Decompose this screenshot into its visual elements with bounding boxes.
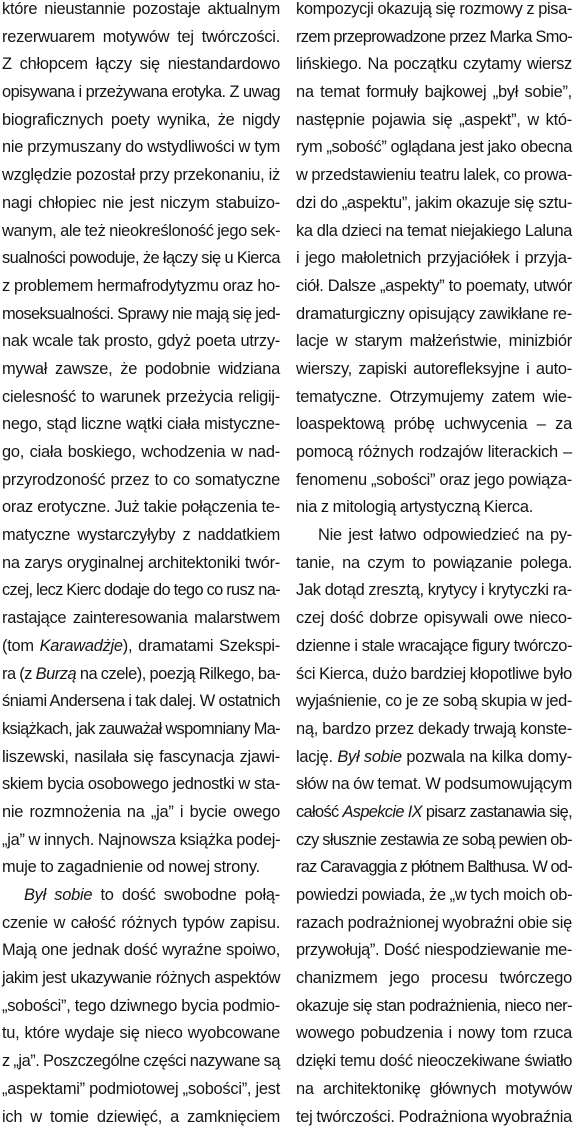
italic-title: Był sobie	[24, 886, 92, 904]
text-line	[296, 661, 572, 689]
text-segment: pozwala na kilka domy-	[402, 748, 572, 766]
text-line	[2, 356, 280, 384]
text-segment: dramaturgiczny opisujący zawikłane re-	[296, 305, 572, 323]
text-segment: „sobości”, tego dziwnego bycia podmio-	[2, 997, 280, 1015]
text-line	[2, 522, 280, 550]
text-segment: nak wcale tak prosto, gdyż poeta utrzy-	[2, 332, 280, 350]
text-segment: na zarys oryginalnej architektoniki twór-	[2, 554, 280, 572]
text-line	[296, 937, 572, 965]
text-line	[296, 688, 572, 716]
text-line	[2, 661, 280, 689]
text-segment: ka dla dzieci na temat niejakiego Laluna	[296, 222, 572, 240]
text-line	[296, 384, 572, 412]
text-segment: całość	[296, 803, 343, 821]
text-line	[296, 24, 572, 52]
text-segment: i jego małoletnich przyjaciółek i przyja-	[296, 249, 572, 267]
text-line	[2, 218, 280, 246]
text-line	[296, 467, 572, 495]
text-line	[296, 1104, 572, 1131]
text-line	[296, 301, 572, 329]
text-line	[296, 910, 572, 938]
text-line	[296, 218, 572, 246]
text-line	[2, 411, 280, 439]
text-segment: to dość swobodne połą-	[92, 886, 280, 904]
italic-title: Burzą	[36, 665, 77, 683]
text-segment: dzięki temu dość nieoczekiwane światło	[296, 1052, 572, 1070]
text-line	[296, 827, 572, 855]
text-segment: lację.	[296, 748, 337, 766]
text-segment: matyczne wystarczyłyby z naddatkiem	[2, 526, 280, 544]
text-segment: ), dramatami Szekspi-	[123, 637, 280, 655]
text-line	[2, 633, 280, 661]
text-segment: wanym, ale też nieokreśloność jego sek-	[2, 222, 280, 240]
text-line	[2, 51, 280, 79]
text-line	[2, 1048, 280, 1076]
text-segment: nia z mitologią artystyczną Kierca.	[296, 498, 533, 516]
text-segment: czy słusznie zestawia ze sobą pewien ob-	[296, 831, 572, 849]
text-segment: rym „sobość” oglądana jest jako obecna	[296, 138, 572, 156]
text-line	[2, 134, 280, 162]
text-line	[296, 799, 572, 827]
text-segment: czenie w całość różnych typów zapisu.	[2, 914, 280, 932]
text-line	[2, 605, 280, 633]
text-line	[2, 716, 280, 744]
text-segment: pomocą różnych rodzajów literackich –	[296, 443, 572, 461]
text-segment: nie rozmnożenia na „ja” i bycie owego	[2, 803, 280, 821]
text-segment: w przedstawieniu teatru lalek, co prowa-	[296, 166, 572, 184]
text-line	[2, 79, 280, 107]
text-segment: loaspektową próbę uchwycenia – za	[296, 415, 572, 433]
italic-title: Był sobie	[337, 748, 402, 766]
text-line	[2, 190, 280, 218]
text-line	[2, 384, 280, 412]
text-segment: Jak dotąd zresztą, krytycy i krytyczki ra-	[296, 581, 572, 599]
text-line	[296, 79, 572, 107]
text-segment: przywołują”. Dość niespodziewanie me-	[296, 941, 572, 959]
text-line	[296, 1048, 572, 1076]
text-segment: ciół. Dalsze „aspekty” to poematy, utwór	[296, 277, 572, 295]
text-segment: na architektonikę głównych motywów	[296, 1080, 572, 1098]
text-segment: (tom	[2, 637, 40, 655]
text-segment: śniami Andersena i tak dalej. W ostatnich	[2, 692, 280, 710]
text-segment: raz Caravaggia z płótnem Balthusa. W od-	[296, 858, 572, 876]
text-line	[2, 245, 280, 273]
text-segment: liszewski, nasilała się fascynacja zjawi-	[2, 748, 280, 766]
text-segment: powiedzi powiada, że „w tych moich ob-	[296, 886, 572, 904]
text-line	[2, 771, 280, 799]
text-segment: oraz erotyczne. Już takie połączenia te-	[2, 498, 280, 516]
left-text-column	[2, 0, 280, 1131]
right-text-column	[296, 0, 572, 1131]
text-segment: jakim jest ukazywanie różnych aspektów	[2, 969, 280, 987]
text-segment: pisarz zastanawia się,	[422, 803, 572, 821]
text-segment: z „ja”. Poszczególne części nazywane są	[2, 1052, 280, 1070]
text-segment: fenomenu „sobości” oraz jego powiąza-	[296, 471, 572, 489]
text-segment: tematyczne. Otrzymujemy zatem wie-	[296, 388, 572, 406]
text-segment: Z chłopcem łączy się niestandardowo	[2, 55, 280, 73]
text-segment: tej twórczości. Podrażniona wyobraźnia	[296, 1108, 572, 1126]
text-line	[2, 162, 280, 190]
text-line	[296, 522, 572, 550]
text-line	[296, 633, 572, 661]
text-segment: rezerwuarem motywów tej twórczości.	[2, 28, 280, 46]
text-segment: ści Kierca, dużo bardziej kłopotliwe było	[296, 665, 572, 683]
text-line	[296, 1076, 572, 1104]
text-line	[296, 550, 572, 578]
text-segment: rzem przeprowadzone przez Marka Smo-	[296, 28, 572, 46]
text-segment: biograficznych poety wynika, że nigdy	[2, 111, 280, 129]
text-line	[296, 439, 572, 467]
text-segment: go, ciała boskiego, wchodzenia w nad-	[2, 443, 280, 461]
text-line	[296, 190, 572, 218]
text-line	[296, 245, 572, 273]
text-segment: Mają one jednak dość wyraźne spoiwo,	[2, 941, 280, 959]
text-segment: książkach, jak zauważał wspomniany Ma-	[2, 720, 280, 738]
text-segment: „aspektami” podmiotowej „sobości”, jest	[2, 1080, 280, 1098]
text-segment: czej dość dobrze opisywali owe nieco-	[296, 609, 572, 627]
text-segment: Nie jest łatwo odpowiedzieć na py-	[318, 526, 572, 544]
text-segment: kompozycji okazują się rozmowy z pisa-	[296, 0, 572, 18]
text-line	[2, 1076, 280, 1104]
text-segment: wyjaśnienie, co je ze sobą skupia w jed-	[296, 692, 572, 710]
text-line	[296, 162, 572, 190]
text-line	[2, 910, 280, 938]
text-segment: na czele), poezją Rilkego, ba-	[76, 665, 280, 683]
text-segment: opisywana i przeżywana erotyka. Z uwag	[2, 83, 280, 101]
text-segment: czej, lecz Kierc dodaje do tego co rusz na-	[2, 581, 280, 599]
text-line	[296, 1020, 572, 1048]
text-segment: „ja” w innych. Najnowsza książka podej-	[2, 831, 280, 849]
text-line	[2, 965, 280, 993]
text-segment: ną, bardzo przez dekady trwają konste-	[296, 720, 572, 738]
text-line	[296, 965, 572, 993]
text-line	[296, 577, 572, 605]
text-line	[2, 301, 280, 329]
text-segment: cielesność to warunek przeżycia religij-	[2, 388, 280, 406]
text-line	[296, 993, 572, 1021]
text-line	[2, 550, 280, 578]
text-segment: okazuje się stan podrażnienia, nieco ner-	[296, 997, 572, 1015]
text-line	[296, 771, 572, 799]
text-line	[296, 356, 572, 384]
text-segment: na temat formuły bajkowej „był sobie”,	[296, 83, 572, 101]
text-line	[2, 1020, 280, 1048]
text-line	[2, 273, 280, 301]
text-segment: nie przymuszany do wstydliwości w tym	[2, 138, 280, 156]
text-segment: lacje w starym małżeństwie, minizbiór	[296, 332, 572, 350]
text-segment: muje to zagadnienie od nowej strony.	[2, 858, 260, 876]
text-line	[2, 24, 280, 52]
text-segment: tanie, na czym to powiązanie polega.	[296, 554, 572, 572]
text-line	[296, 51, 572, 79]
text-line	[2, 937, 280, 965]
text-line	[296, 854, 572, 882]
text-segment: mywał zawsze, że podobnie widziana	[2, 360, 280, 378]
text-line	[296, 716, 572, 744]
text-line	[296, 134, 572, 162]
text-line	[2, 744, 280, 772]
text-line	[296, 273, 572, 301]
text-line	[2, 882, 280, 910]
text-line	[2, 1104, 280, 1131]
text-segment: ra (z	[2, 665, 36, 683]
text-segment: przyrodzoność przez to co somatyczne	[2, 471, 280, 489]
text-segment: rastające zainteresowania malarstwem	[2, 609, 280, 627]
text-line	[296, 0, 572, 24]
text-segment: następnie pojawia się „aspekt”, w któ-	[296, 111, 572, 129]
text-line	[296, 744, 572, 772]
text-segment: z problemem hermafrodytyzmu oraz ho-	[2, 277, 280, 295]
text-line	[2, 577, 280, 605]
text-line	[2, 993, 280, 1021]
text-segment: wowego pobudzenia i nowy tom rzuca	[296, 1024, 572, 1042]
text-line	[2, 439, 280, 467]
text-line	[2, 107, 280, 135]
text-segment: nagi chłopiec nie jest niczym stabuizo-	[2, 194, 280, 212]
italic-title: Aspekcie IX	[343, 803, 422, 821]
text-segment: chanizmem jego procesu twórczego	[296, 969, 572, 987]
text-line	[296, 411, 572, 439]
text-segment: wierszy, zapiski autorefleksyjne i auto-	[296, 360, 572, 378]
text-line	[296, 494, 572, 522]
text-line	[296, 605, 572, 633]
text-line	[2, 854, 280, 882]
text-line	[2, 0, 280, 24]
text-line	[296, 107, 572, 135]
text-line	[2, 328, 280, 356]
text-segment: moseksualności. Sprawy nie mają się jed-	[2, 305, 280, 323]
text-segment: sualności powoduje, że łączy się u Kierca	[2, 249, 280, 267]
text-segment: tu, które wydaje się nieco wyobcowane	[2, 1024, 280, 1042]
text-segment: skiem bycia osobowego jednostki w sta-	[2, 775, 280, 793]
text-segment: razach podrażnionej wyobraźni obie się	[296, 914, 572, 932]
text-segment: dzi do „aspektu”, jakim okazuje się sztu-	[296, 194, 572, 212]
text-line	[2, 799, 280, 827]
text-line	[2, 494, 280, 522]
text-segment: nego, stąd liczne wątki ciała mistyczne-	[2, 415, 280, 433]
italic-title: Karawadżje	[40, 637, 123, 655]
text-segment: które nieustannie pozostaje aktualnym	[2, 0, 280, 18]
text-line	[296, 882, 572, 910]
text-segment: względzie pozostał przy przekonaniu, iż	[2, 166, 280, 184]
text-line	[2, 688, 280, 716]
text-segment: dzienne i stale wracające figury twórczo-	[296, 637, 572, 655]
text-segment: lińskiego. Na początku czytamy wiersz	[296, 55, 572, 73]
text-line	[296, 328, 572, 356]
text-segment: słów na ów temat. W podsumowującym	[296, 775, 572, 793]
text-line	[2, 467, 280, 495]
text-line	[2, 827, 280, 855]
text-segment: ich w tomie dziewięć, a zamknięciem	[2, 1108, 280, 1126]
